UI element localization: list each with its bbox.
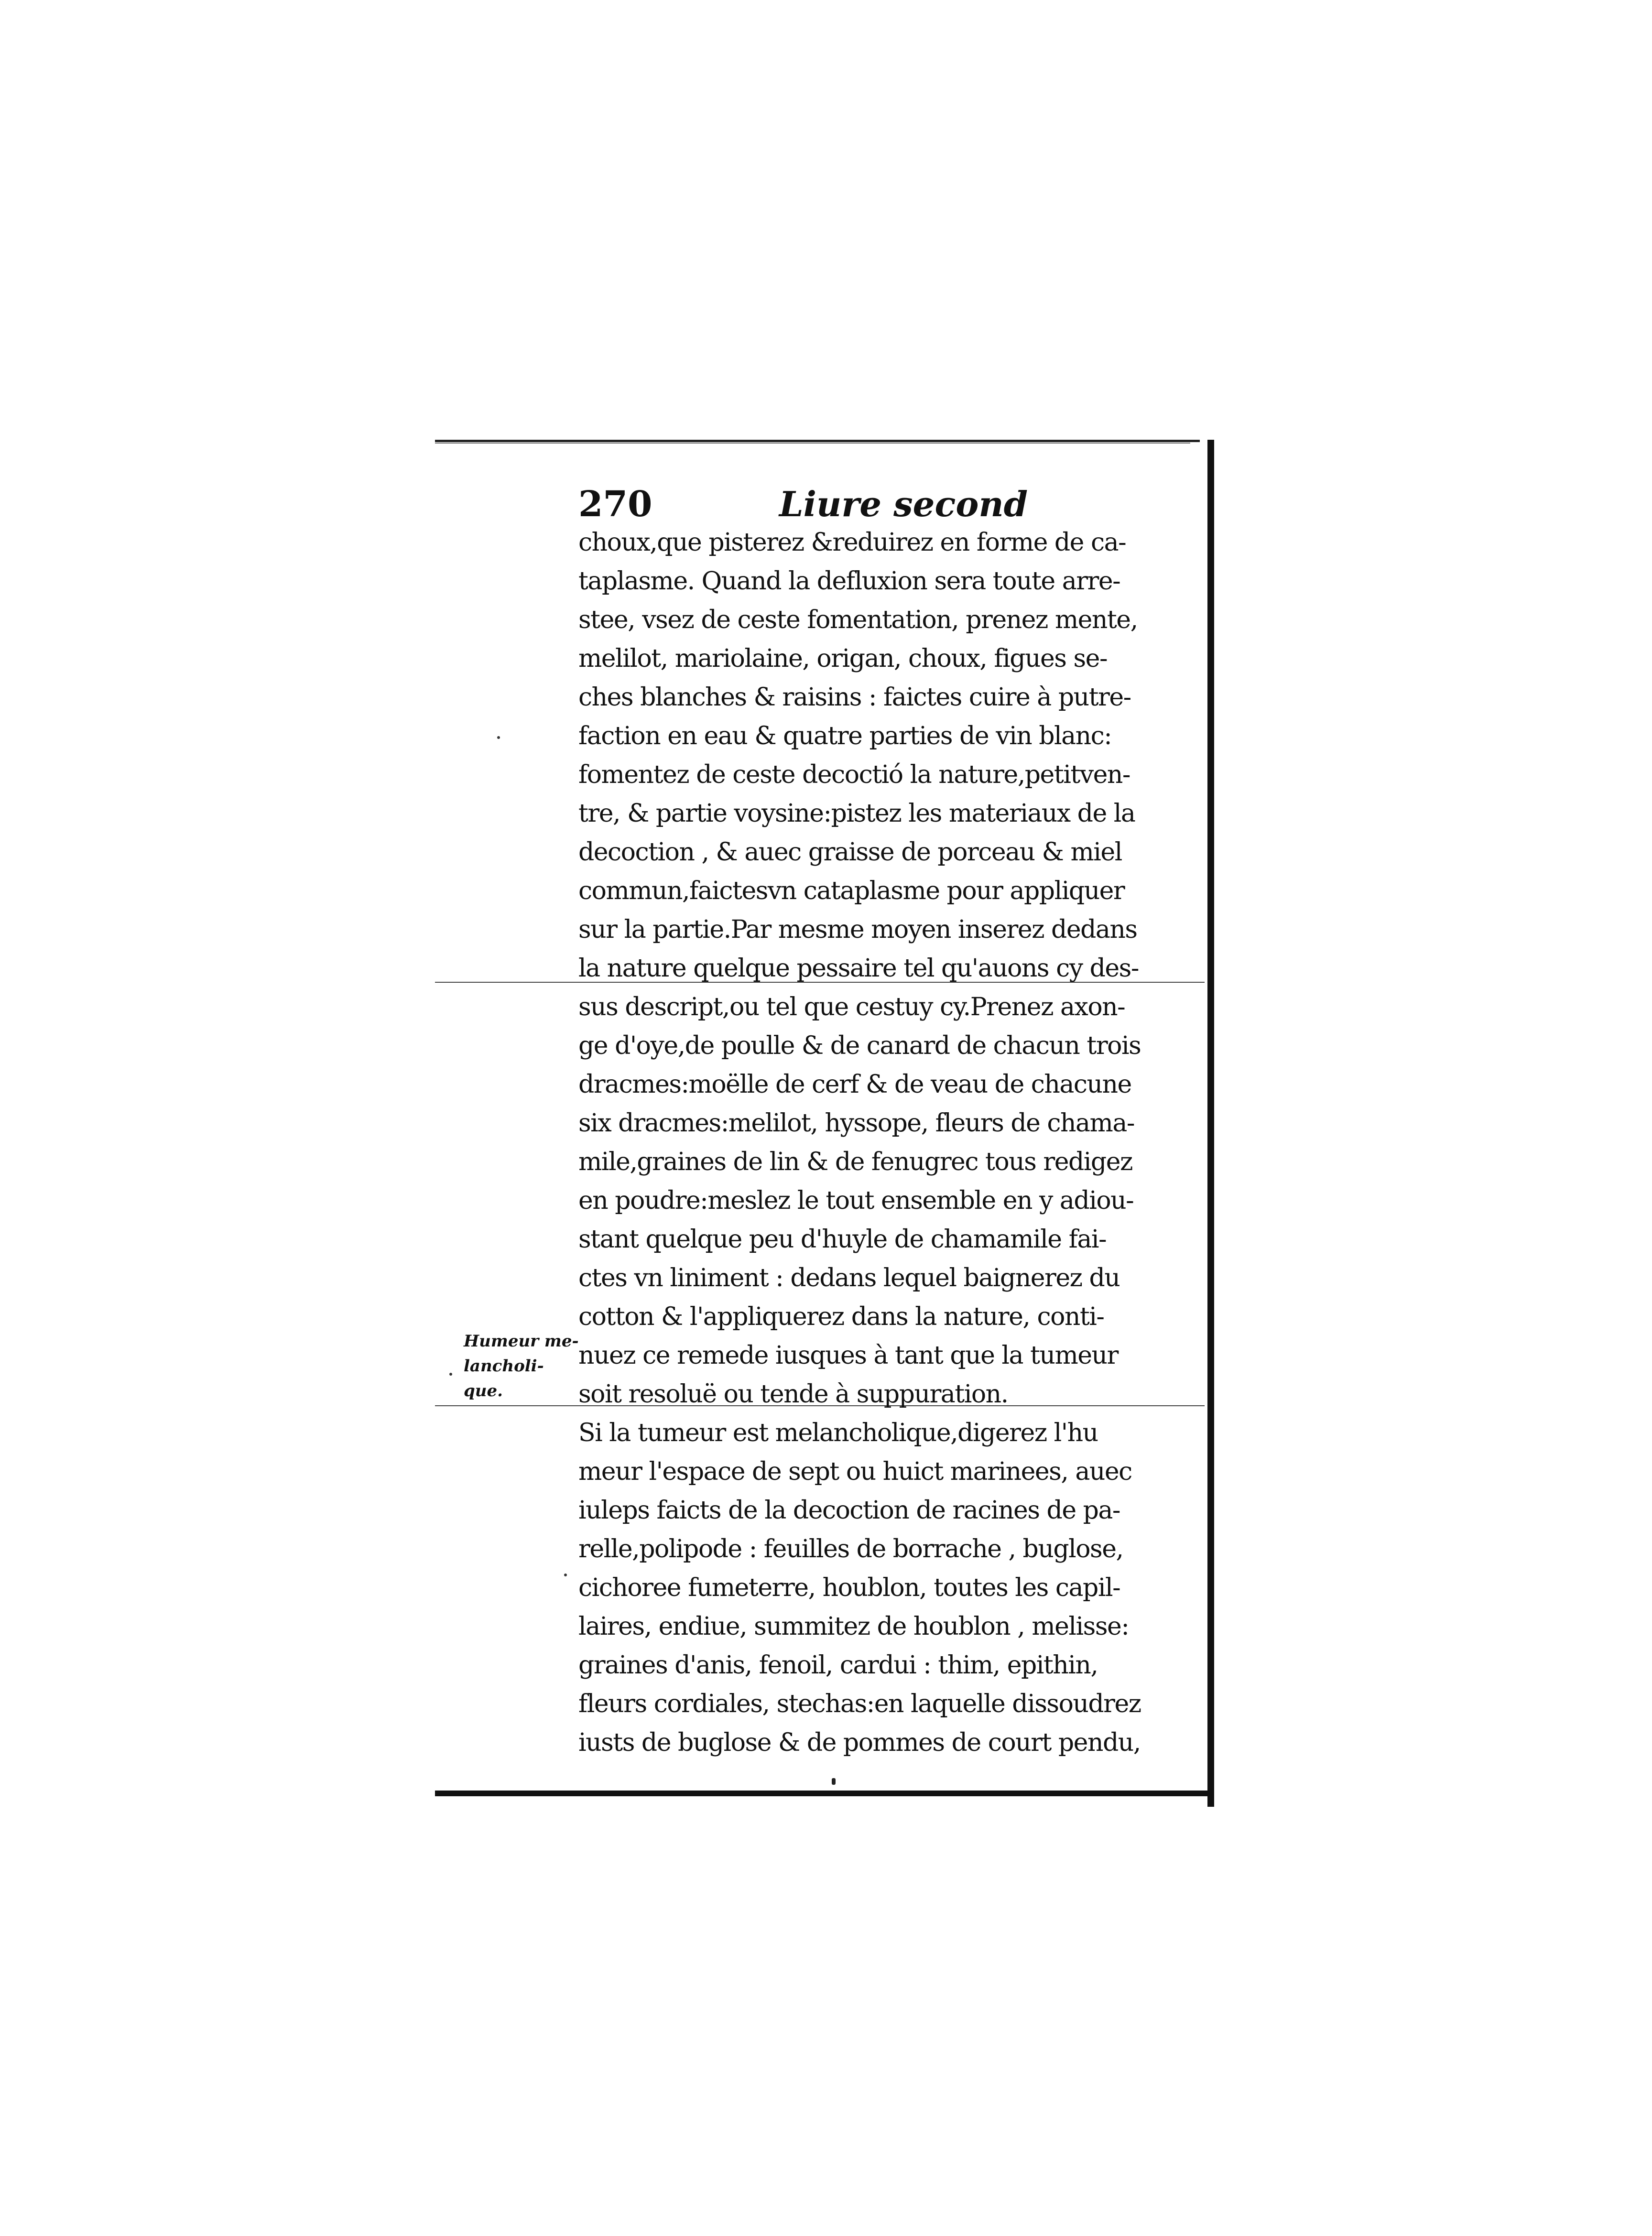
text-line: iuleps faicts de la decoction de racines de pa- <box>578 1496 1120 1525</box>
text-line: six dracmes:melilot, hyssope, fleurs de chama- <box>578 1109 1134 1138</box>
text-line: sur la partie.Par mesme moyen inserez dedans <box>578 915 1137 944</box>
page-number: 270 <box>578 484 652 525</box>
marginal-note-line: lancholi- <box>464 1357 544 1376</box>
marginal-note-line: Humeur me- <box>464 1332 579 1351</box>
text-line: faction en eau & quatre parties de vin blanc: <box>578 722 1112 750</box>
text-line: ctes vn liniment : dedans lequel baignerez du <box>578 1264 1120 1292</box>
text-line: taplasme. Quand la defluxion sera toute arre- <box>578 567 1120 596</box>
top-border-thin-rule <box>435 443 1190 444</box>
marginal-note-line: que. <box>464 1381 503 1400</box>
stray-ink-dot <box>449 1373 452 1376</box>
text-line: ge d'oye,de poulle & de canard de chacun trois <box>578 1031 1141 1060</box>
text-line: laires, endiue, summitez de houblon , melisse: <box>578 1612 1129 1641</box>
text-line: sus descript,ou tel que cestuy cy.Prenez axon- <box>578 993 1125 1021</box>
text-line: commun,faictesvn cataplasme pour appliquer <box>578 877 1125 905</box>
text-line: stee, vsez de ceste fomentation, prenez mente, <box>578 606 1138 634</box>
text-line: nuez ce remede iusques à tant que la tumeur <box>578 1341 1118 1370</box>
text-line: meur l'espace de sept ou huict marinees, auec <box>578 1457 1132 1486</box>
text-line: cichoree fumeterre, houblon, toutes les capil- <box>578 1574 1120 1602</box>
marginal-note <box>464 1329 579 1403</box>
text-line: mile,graines de lin & de fenugrec tous redigez <box>578 1148 1132 1176</box>
text-line: tre, & partie voysine:pistez les materiaux de la <box>578 799 1135 828</box>
text-line: stant quelque peu d'huyle de chamamile fai- <box>578 1225 1107 1254</box>
text-line: iusts de buglose & de pommes de court pendu, <box>578 1728 1141 1757</box>
text-line: la nature quelque pessaire tel qu'auons cy des- <box>578 954 1139 983</box>
body-text <box>578 523 1190 1762</box>
text-line: graines d'anis, fenoil, cardui : thim, epithin, <box>578 1651 1098 1680</box>
page-scan <box>435 440 1219 1807</box>
text-line: soit resoluë ou tende à suppuration. <box>578 1380 1008 1409</box>
text-line: dracmes:moëlle de cerf & de veau de chacune <box>578 1070 1131 1099</box>
text-line: ches blanches & raisins : faictes cuire à putre- <box>578 683 1131 712</box>
bottom-ink-mark <box>832 1778 836 1785</box>
text-line: cotton & l'appliquerez dans la nature, conti- <box>578 1303 1104 1331</box>
bottom-border-rule <box>435 1791 1214 1796</box>
running-title: Liure second <box>779 484 1028 524</box>
page-header <box>578 483 1190 526</box>
text-line: fleurs cordiales, stechas:en laquelle dissoudrez <box>578 1690 1141 1718</box>
stray-ink-dot <box>564 1574 567 1576</box>
top-border-rule <box>435 440 1200 442</box>
text-line: relle,polipode : feuilles de borrache , buglose, <box>578 1535 1123 1563</box>
text-line: choux,que pisterez &reduirez en forme de ca- <box>578 528 1126 557</box>
text-line: Si la tumeur est melancholique,digerez l'hu <box>578 1419 1098 1447</box>
text-line: melilot, mariolaine, origan, choux, figues se- <box>578 644 1108 673</box>
right-page-edge <box>1207 440 1214 1807</box>
text-line: decoction , & auec graisse de porceau & miel <box>578 838 1122 867</box>
text-line: en poudre:meslez le tout ensemble en y adiou- <box>578 1186 1134 1215</box>
text-line: fomentez de ceste decoctió la nature,petitven- <box>578 760 1130 789</box>
stray-ink-dot <box>497 736 500 739</box>
